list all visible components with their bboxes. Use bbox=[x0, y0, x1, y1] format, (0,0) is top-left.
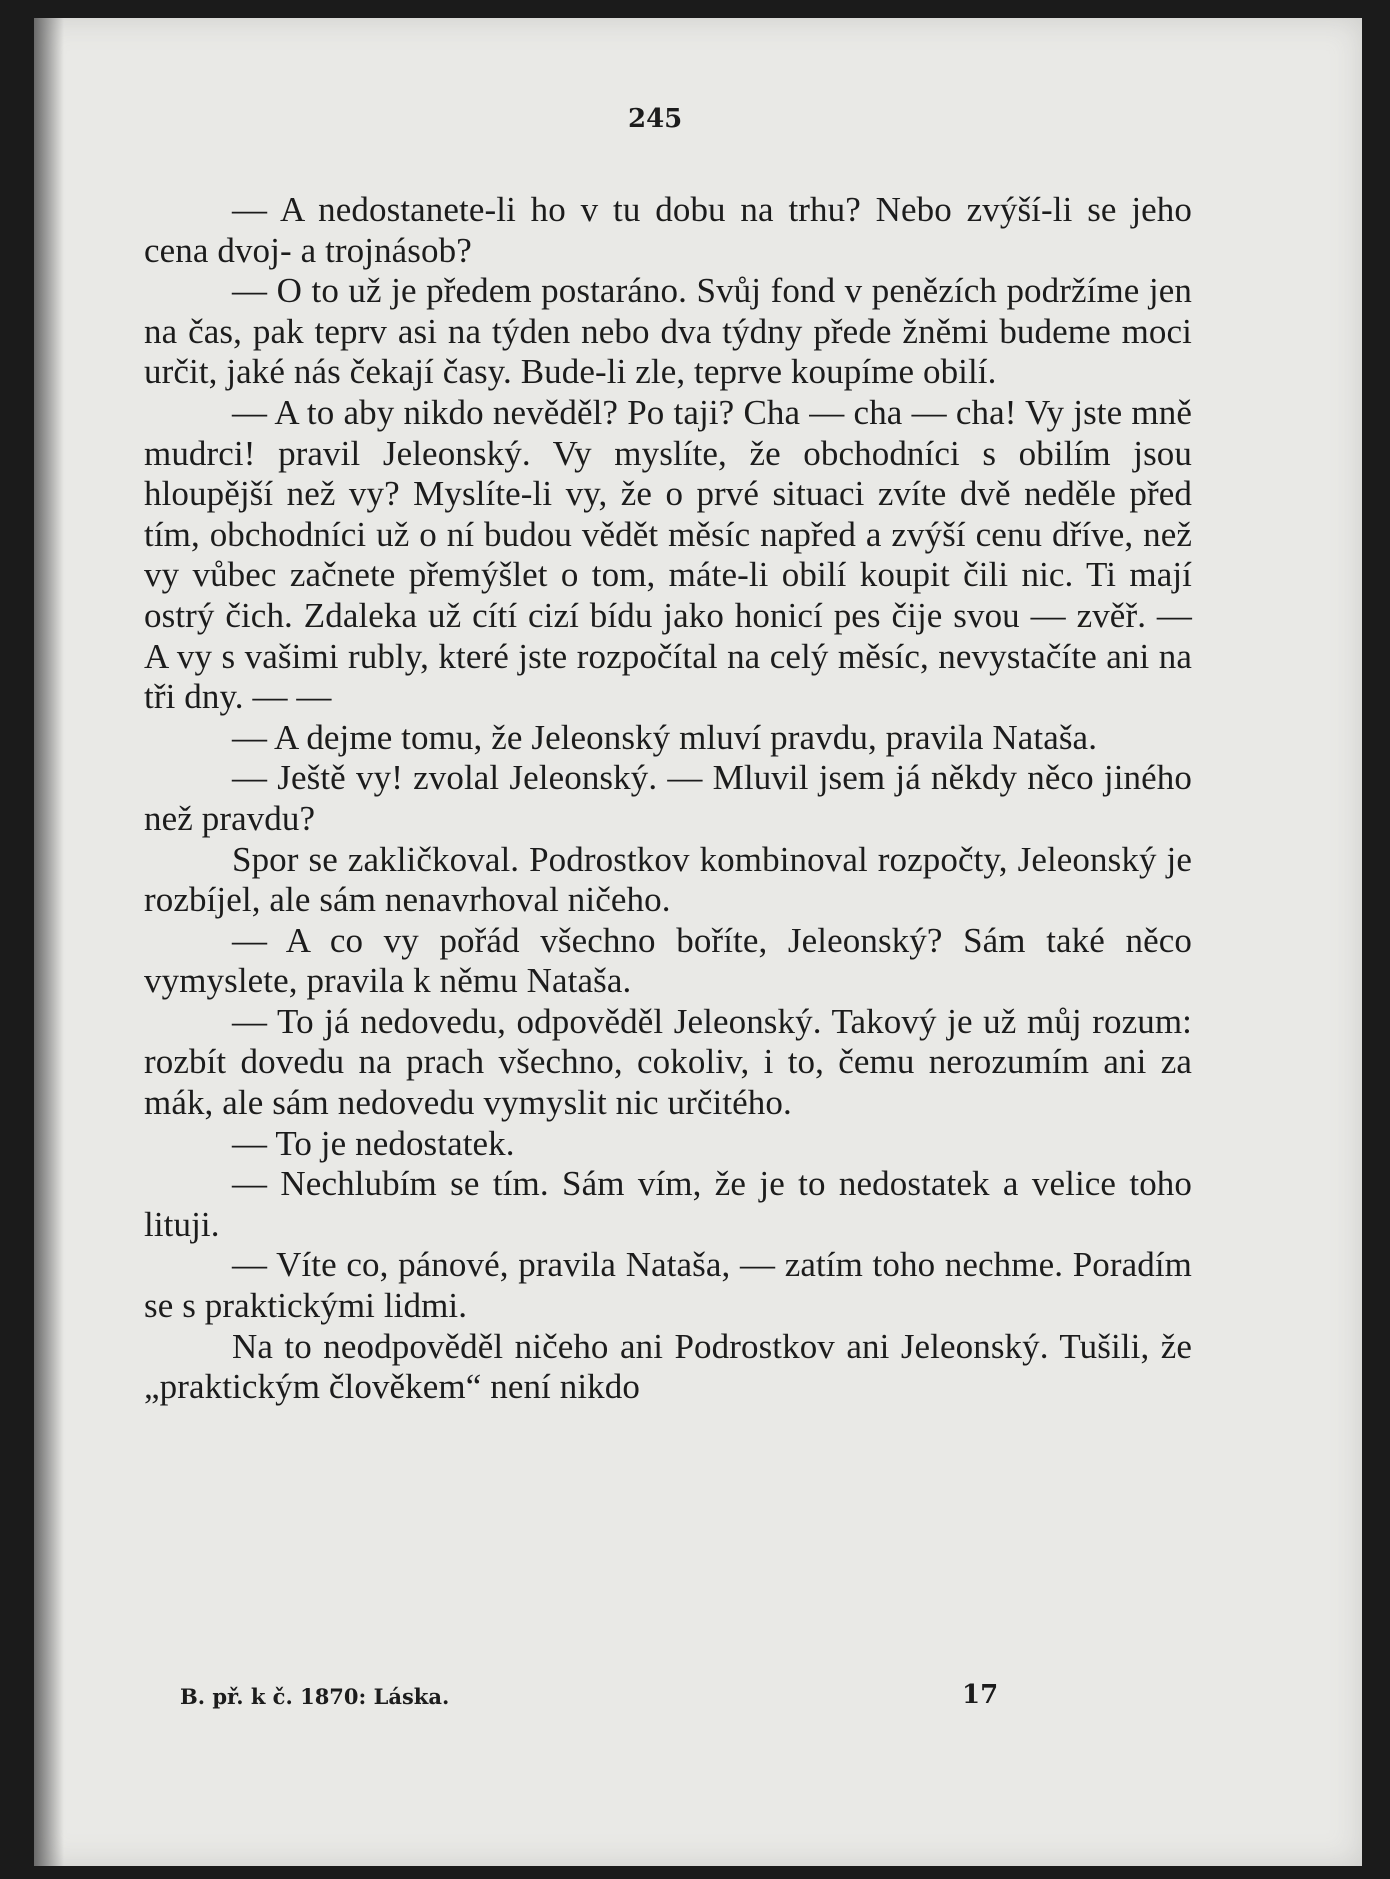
paragraph: — Víte co, pánové, pravila Nataša, — zatím toho nechme. Poradím se s praktickými lidmi. bbox=[144, 1245, 1192, 1326]
footer-signature: 17 bbox=[962, 1680, 999, 1710]
paragraph: — A dejme tomu, že Jeleonský mluví pravdu, pravila Nataša. bbox=[232, 717, 1098, 757]
gutter-shadow bbox=[34, 18, 64, 1866]
paragraph: — A co vy pořád všechno boříte, Jeleonský? Sám také něco vymyslete, pravila k němu Nataša. bbox=[144, 920, 1192, 1001]
book-page bbox=[34, 18, 1362, 1866]
page-footer bbox=[180, 1680, 1000, 1710]
footer-imprint: B. př. k č. 1870: Láska. bbox=[180, 1684, 450, 1709]
paragraph: Spor se zakličkoval. Podrostkov kombinoval rozpočty, Jeleonský je rozbíjel, ale sám nenavrhoval ničeho. bbox=[144, 839, 1192, 920]
paragraph: — To já nedovedu, odpověděl Jeleonský. Takový je už můj rozum: rozbít dovedu na prach všechno, cokoliv, i to, čemu nerozumím ani za mák, ale sám nedovedu vymyslit nic určitého. bbox=[144, 1001, 1192, 1123]
paragraph: — A nedostanete-li ho v tu dobu na trhu? Nebo zvýší-li se jeho cena dvoj- a trojnásob? bbox=[144, 190, 1192, 270]
paragraph: — Nechlubím se tím. Sám vím, že je to nedostatek a velice toho lituji. bbox=[144, 1164, 1192, 1244]
body-text bbox=[144, 190, 1192, 1408]
paragraph: — Ještě vy! zvolal Jeleonský. — Mluvil jsem já někdy něco jiného než pravdu? bbox=[144, 758, 1192, 838]
page-number: 245 bbox=[628, 104, 683, 134]
paragraph: — A to aby nikdo nevěděl? Po taji? Cha — cha — cha! Vy jste mně mudrci! pravil Jeleonský. Vy myslíte, že obchodníci s obilím jsou hloupější než vy? Myslíte-li vy, že o prvé situaci zvíte dvě neděle před tím, obchodníci už o ní budou vědět měsíc napřed a zvýší cenu dříve, než vy vůbec začnete přemýšlet o tom, máte-li obilí koupit čili nic. Ti mají ostrý čich. Zdaleka už cítí cizí bídu jako honicí pes čije svou — zvěř. — A vy s vašimi rubly, které jste rozpočítal na celý měsíc, nevystačíte ani na tři dny. — — bbox=[144, 392, 1192, 717]
paragraph: — To je nedostatek. bbox=[232, 1123, 515, 1163]
paragraph: Na to neodpověděl ničeho ani Podrostkov ani Jeleonský. Tušili, že „praktickým člověkem“ není nikdo bbox=[144, 1326, 1192, 1407]
paragraph: — O to už je předem postaráno. Svůj fond v penězích podržíme jen na čas, pak teprv asi na týden nebo dva týdny přede žněmi budeme moci určit, jaké nás čekají časy. Bude-li zle, teprve koupíme obilí. bbox=[144, 271, 1192, 392]
